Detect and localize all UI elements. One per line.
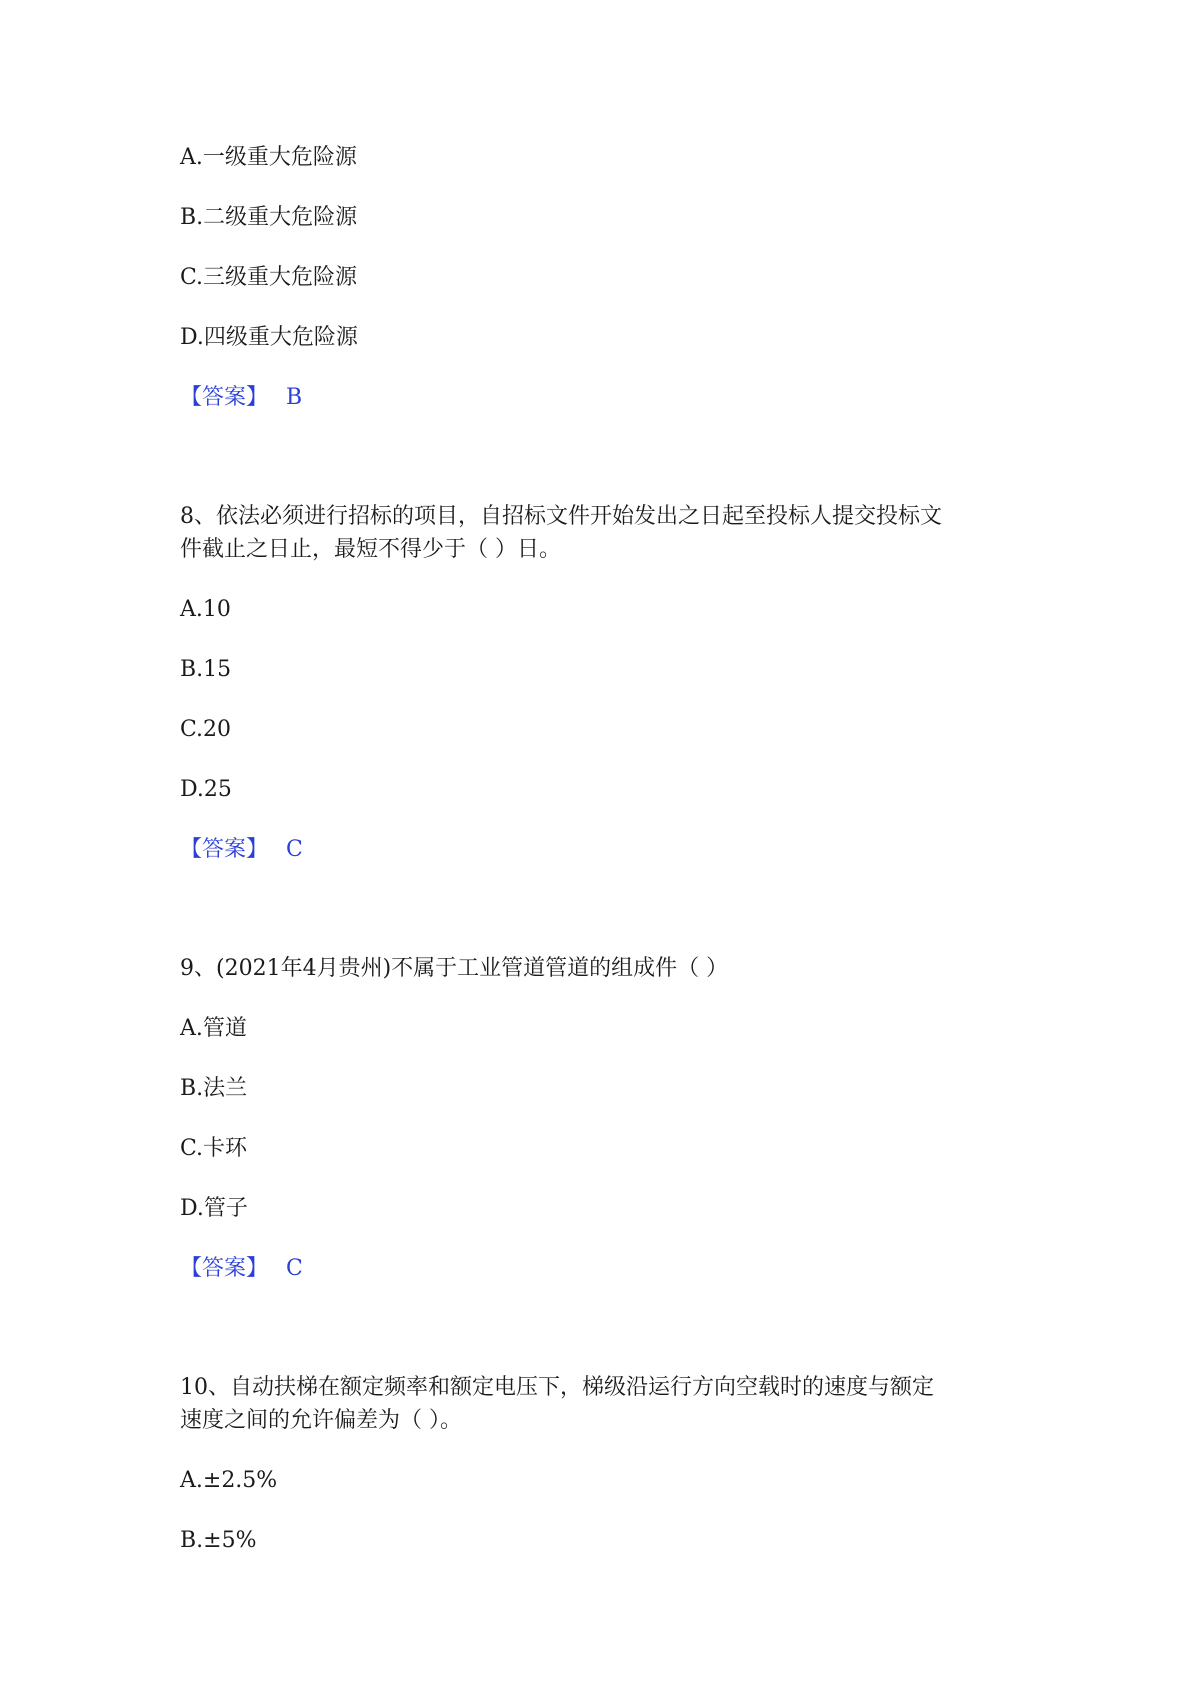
q8-option-a: A.10 xyxy=(180,597,231,622)
q9-option-a: A.管道 xyxy=(180,1016,247,1041)
q9-option-c: C.卡环 xyxy=(180,1136,248,1161)
q9-question-line1: 9、(2021年4月贵州)不属于工业管道管道的组成件（ ） xyxy=(180,956,729,981)
q9-answer-value: C xyxy=(286,1256,303,1281)
q8-answer xyxy=(180,835,303,865)
q8-option-c: C.20 xyxy=(180,717,232,742)
q10-option-a: A.±2.5% xyxy=(180,1468,278,1493)
q10-option-b: B.±5% xyxy=(180,1528,257,1553)
q8-answer-label: 【答案】 xyxy=(180,837,269,862)
q8-question-line1: 8、依法必须进行招标的项目，自招标文件开始发出之日起至投标人提交投标文 xyxy=(180,504,942,529)
q8-question-line2: 件截止之日止，最短不得少于（ ）日。 xyxy=(180,537,561,562)
q10-question-line1: 10、自动扶梯在额定频率和额定电压下，梯级沿运行方向空载时的速度与额定 xyxy=(180,1375,934,1400)
q9-answer-label: 【答案】 xyxy=(180,1256,269,1281)
q8-option-b: B.15 xyxy=(180,657,232,682)
q7-option-a: A.一级重大危险源 xyxy=(180,145,357,170)
q7-option-b: B.二级重大危险源 xyxy=(180,205,358,230)
q8-answer-value: C xyxy=(286,837,303,862)
q9-option-d: D.管子 xyxy=(180,1196,248,1221)
q7-answer xyxy=(180,383,302,413)
q7-answer-label: 【答案】 xyxy=(180,385,269,410)
q7-option-c: C.三级重大危险源 xyxy=(180,265,358,290)
q9-option-b: B.法兰 xyxy=(180,1076,248,1101)
q7-answer-value: B xyxy=(286,385,303,410)
q7-option-d: D.四级重大危险源 xyxy=(180,325,358,350)
q9-answer xyxy=(180,1254,303,1284)
q10-question-line2: 速度之间的允许偏差为（ ）。 xyxy=(180,1408,462,1433)
q8-option-d: D.25 xyxy=(180,777,232,802)
